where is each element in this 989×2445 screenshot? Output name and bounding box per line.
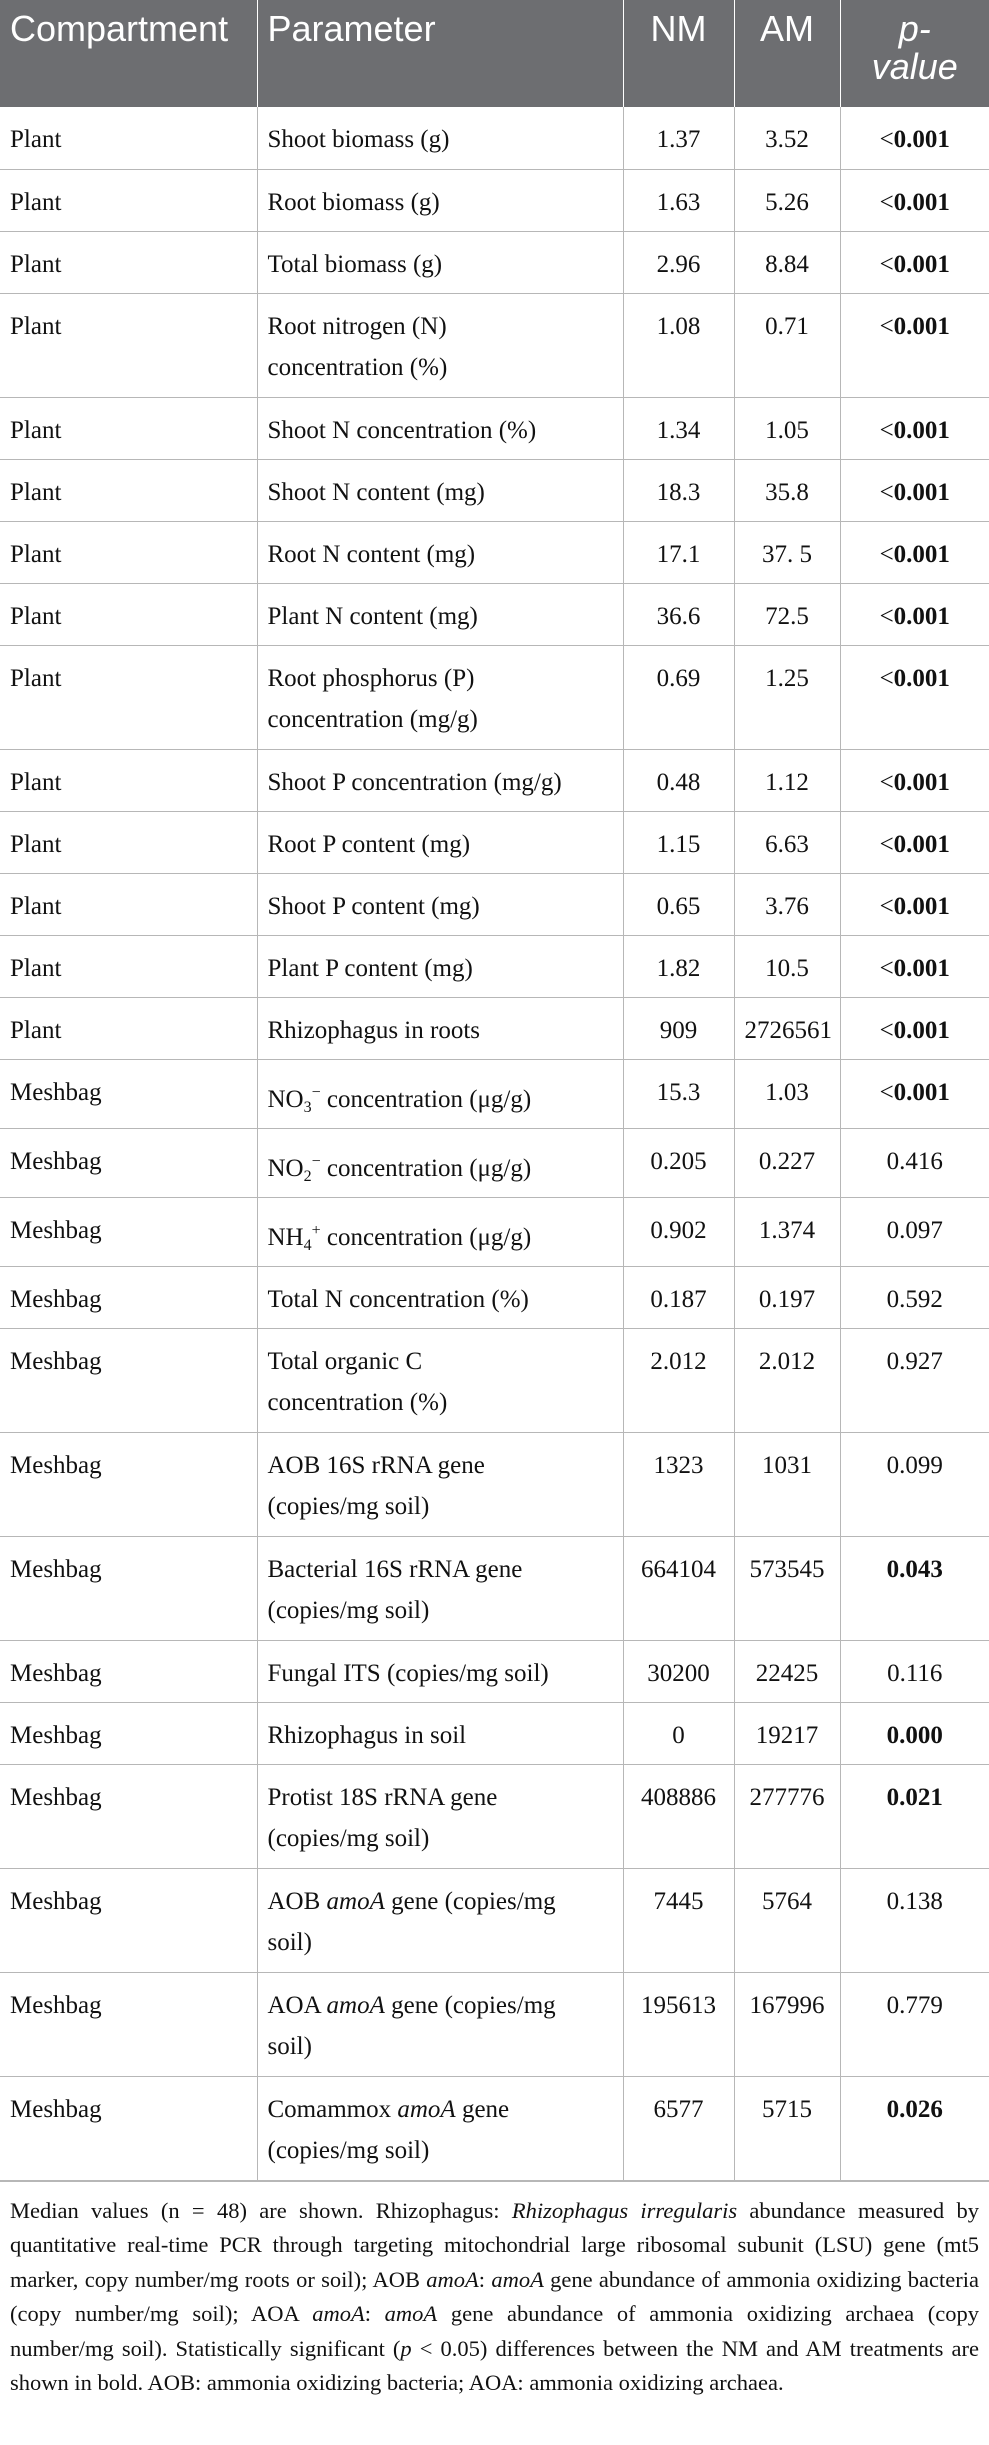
cell-pvalue: 0.000 [840, 1702, 989, 1764]
cell-compartment: Plant [0, 459, 257, 521]
cell-am: 37. 5 [734, 521, 840, 583]
cell-am: 277776 [734, 1764, 840, 1868]
cell-am: 8.84 [734, 231, 840, 293]
cell-parameter: AOA amoA gene (copies/mg soil) [257, 1972, 623, 2076]
cell-pvalue: <0.001 [840, 811, 989, 873]
table-row [0, 231, 989, 293]
table-header [0, 0, 989, 107]
table-row [0, 1197, 989, 1266]
table-row [0, 293, 989, 397]
cell-compartment: Plant [0, 583, 257, 645]
cell-compartment: Meshbag [0, 1059, 257, 1128]
cell-compartment: Meshbag [0, 1702, 257, 1764]
cell-am: 2.012 [734, 1328, 840, 1432]
cell-am: 1.25 [734, 645, 840, 749]
cell-compartment: Plant [0, 521, 257, 583]
cell-am: 5715 [734, 2076, 840, 2180]
cell-compartment: Plant [0, 231, 257, 293]
cell-parameter: Root nitrogen (N) concentration (%) [257, 293, 623, 397]
table-row [0, 1536, 989, 1640]
table-row [0, 935, 989, 997]
cell-nm: 18.3 [623, 459, 734, 521]
cell-am: 1.374 [734, 1197, 840, 1266]
cell-parameter: $NH_4^+$ concentration (μg/g) [257, 1197, 623, 1266]
cell-am: 0.197 [734, 1266, 840, 1328]
cell-parameter: Plant P content (mg) [257, 935, 623, 997]
cell-compartment: Meshbag [0, 1328, 257, 1432]
cell-nm: 1.34 [623, 397, 734, 459]
cell-compartment: Plant [0, 935, 257, 997]
table-row [0, 1059, 989, 1128]
cell-nm: 36.6 [623, 583, 734, 645]
cell-parameter: AOB amoA gene (copies/mg soil) [257, 1868, 623, 1972]
table-row [0, 1328, 989, 1432]
table-footnote: Median values (n = 48) are shown. Rhizophagus: Rhizophagus irregularis abundance measured by quantitative real-time PCR through targeting mitochondrial large ribosomal subunit (LSU) gene (mt5 marker, copy number/mg roots or soil); AOB amoA: amoA gene abundance of ammonia oxidizing bacteria (copy number/mg soil); AOA amoA: amoA gene abundance of ammonia oxidizing archaea (copy number/mg soil). Statistically significant (p < 0.05) differences between the NM and AM treatments are shown in bold. AOB: ammonia oxidizing bacteria; AOA: ammonia oxidizing archaea. [0, 2181, 989, 2401]
table-row [0, 1972, 989, 2076]
cell-nm: 0.65 [623, 873, 734, 935]
cell-am: 1031 [734, 1432, 840, 1536]
cell-parameter: Total biomass (g) [257, 231, 623, 293]
cell-parameter: AOB 16S rRNA gene (copies/mg soil) [257, 1432, 623, 1536]
cell-compartment: Meshbag [0, 1868, 257, 1972]
header-parameter: Parameter [257, 0, 623, 107]
cell-compartment: Plant [0, 749, 257, 811]
cell-compartment: Plant [0, 169, 257, 231]
cell-pvalue: <0.001 [840, 935, 989, 997]
cell-nm: 909 [623, 997, 734, 1059]
cell-am: 35.8 [734, 459, 840, 521]
cell-nm: 195613 [623, 1972, 734, 2076]
cell-compartment: Meshbag [0, 1536, 257, 1640]
cell-am: 3.52 [734, 107, 840, 169]
cell-parameter: Fungal ITS (copies/mg soil) [257, 1640, 623, 1702]
cell-nm: 0.48 [623, 749, 734, 811]
cell-pvalue: <0.001 [840, 169, 989, 231]
cell-pvalue: <0.001 [840, 231, 989, 293]
table-row [0, 749, 989, 811]
cell-nm: 0.902 [623, 1197, 734, 1266]
table-row [0, 1432, 989, 1536]
cell-nm: 2.012 [623, 1328, 734, 1432]
cell-nm: 1.63 [623, 169, 734, 231]
cell-am: 6.63 [734, 811, 840, 873]
cell-nm: 0.187 [623, 1266, 734, 1328]
cell-pvalue: <0.001 [840, 749, 989, 811]
table-row [0, 397, 989, 459]
table-row [0, 1702, 989, 1764]
cell-am: 19217 [734, 1702, 840, 1764]
cell-pvalue: 0.021 [840, 1764, 989, 1868]
cell-compartment: Plant [0, 997, 257, 1059]
cell-nm: 1.08 [623, 293, 734, 397]
header-nm: NM [623, 0, 734, 107]
cell-parameter: Protist 18S rRNA gene (copies/mg soil) [257, 1764, 623, 1868]
cell-compartment: Plant [0, 645, 257, 749]
cell-nm: 1.37 [623, 107, 734, 169]
cell-nm: 15.3 [623, 1059, 734, 1128]
cell-nm: 0.69 [623, 645, 734, 749]
cell-pvalue: 0.097 [840, 1197, 989, 1266]
cell-parameter: Shoot biomass (g) [257, 107, 623, 169]
cell-nm: 664104 [623, 1536, 734, 1640]
cell-parameter: Shoot P concentration (mg/g) [257, 749, 623, 811]
table-row [0, 1640, 989, 1702]
cell-pvalue: 0.592 [840, 1266, 989, 1328]
cell-compartment: Plant [0, 811, 257, 873]
cell-nm: 2.96 [623, 231, 734, 293]
cell-pvalue: 0.927 [840, 1328, 989, 1432]
cell-am: 1.03 [734, 1059, 840, 1128]
cell-compartment: Meshbag [0, 1266, 257, 1328]
cell-compartment: Plant [0, 293, 257, 397]
cell-parameter: Bacterial 16S rRNA gene (copies/mg soil) [257, 1536, 623, 1640]
cell-am: 2726561 [734, 997, 840, 1059]
cell-compartment: Meshbag [0, 1764, 257, 1868]
table-row [0, 645, 989, 749]
cell-pvalue: <0.001 [840, 521, 989, 583]
cell-nm: 1.15 [623, 811, 734, 873]
cell-parameter: Root N content (mg) [257, 521, 623, 583]
table-row [0, 107, 989, 169]
cell-am: 1.12 [734, 749, 840, 811]
cell-nm: 1.82 [623, 935, 734, 997]
cell-nm: 1323 [623, 1432, 734, 1536]
cell-am: 5.26 [734, 169, 840, 231]
cell-nm: 17.1 [623, 521, 734, 583]
cell-am: 3.76 [734, 873, 840, 935]
cell-am: 22425 [734, 1640, 840, 1702]
cell-nm: 6577 [623, 2076, 734, 2180]
cell-compartment: Meshbag [0, 2076, 257, 2180]
cell-compartment: Plant [0, 397, 257, 459]
header-compartment: Compartment [0, 0, 257, 107]
header-am: AM [734, 0, 840, 107]
cell-parameter: Plant N content (mg) [257, 583, 623, 645]
cell-pvalue: 0.026 [840, 2076, 989, 2180]
cell-pvalue: 0.779 [840, 1972, 989, 2076]
cell-parameter: Comammox amoA gene (copies/mg soil) [257, 2076, 623, 2180]
cell-parameter: Total N concentration (%) [257, 1266, 623, 1328]
cell-pvalue: <0.001 [840, 293, 989, 397]
table-row [0, 2076, 989, 2180]
cell-am: 1.05 [734, 397, 840, 459]
cell-pvalue: <0.001 [840, 645, 989, 749]
cell-parameter: Shoot N content (mg) [257, 459, 623, 521]
cell-am: 5764 [734, 1868, 840, 1972]
cell-am: 0.71 [734, 293, 840, 397]
table-row [0, 1764, 989, 1868]
cell-compartment: Meshbag [0, 1197, 257, 1266]
cell-am: 573545 [734, 1536, 840, 1640]
table-body [0, 107, 989, 2180]
cell-am: 0.227 [734, 1128, 840, 1197]
cell-pvalue: <0.001 [840, 1059, 989, 1128]
cell-pvalue: 0.116 [840, 1640, 989, 1702]
cell-nm: 0 [623, 1702, 734, 1764]
cell-parameter: Total organic C concentration (%) [257, 1328, 623, 1432]
cell-pvalue: <0.001 [840, 997, 989, 1059]
cell-compartment: Meshbag [0, 1972, 257, 2076]
cell-parameter: Rhizophagus in roots [257, 997, 623, 1059]
table-row [0, 997, 989, 1059]
cell-parameter: Rhizophagus in soil [257, 1702, 623, 1764]
cell-parameter: Root biomass (g) [257, 169, 623, 231]
cell-parameter: Shoot P content (mg) [257, 873, 623, 935]
cell-nm: 408886 [623, 1764, 734, 1868]
cell-nm: 30200 [623, 1640, 734, 1702]
cell-pvalue: 0.099 [840, 1432, 989, 1536]
cell-pvalue: <0.001 [840, 459, 989, 521]
table-row [0, 459, 989, 521]
cell-parameter: $NO_3^-$ concentration (μg/g) [257, 1059, 623, 1128]
cell-pvalue: 0.043 [840, 1536, 989, 1640]
cell-compartment: Plant [0, 107, 257, 169]
cell-pvalue: <0.001 [840, 583, 989, 645]
cell-am: 167996 [734, 1972, 840, 2076]
cell-parameter: Root P content (mg) [257, 811, 623, 873]
cell-parameter: Root phosphorus (P) concentration (mg/g) [257, 645, 623, 749]
cell-pvalue: <0.001 [840, 397, 989, 459]
table-row [0, 521, 989, 583]
table-row [0, 1128, 989, 1197]
cell-am: 72.5 [734, 583, 840, 645]
cell-am: 10.5 [734, 935, 840, 997]
table-row [0, 1868, 989, 1972]
cell-nm: 0.205 [623, 1128, 734, 1197]
header-pvalue: p- value [840, 0, 989, 107]
cell-nm: 7445 [623, 1868, 734, 1972]
table-row [0, 169, 989, 231]
table-row [0, 873, 989, 935]
cell-pvalue: 0.138 [840, 1868, 989, 1972]
cell-pvalue: 0.416 [840, 1128, 989, 1197]
table-row [0, 1266, 989, 1328]
table-row [0, 811, 989, 873]
cell-parameter: $NO_2^-$ concentration (μg/g) [257, 1128, 623, 1197]
cell-compartment: Plant [0, 873, 257, 935]
cell-compartment: Meshbag [0, 1432, 257, 1536]
cell-compartment: Meshbag [0, 1128, 257, 1197]
cell-parameter: Shoot N concentration (%) [257, 397, 623, 459]
cell-pvalue: <0.001 [840, 873, 989, 935]
cell-pvalue: <0.001 [840, 107, 989, 169]
table-row [0, 583, 989, 645]
cell-compartment: Meshbag [0, 1640, 257, 1702]
